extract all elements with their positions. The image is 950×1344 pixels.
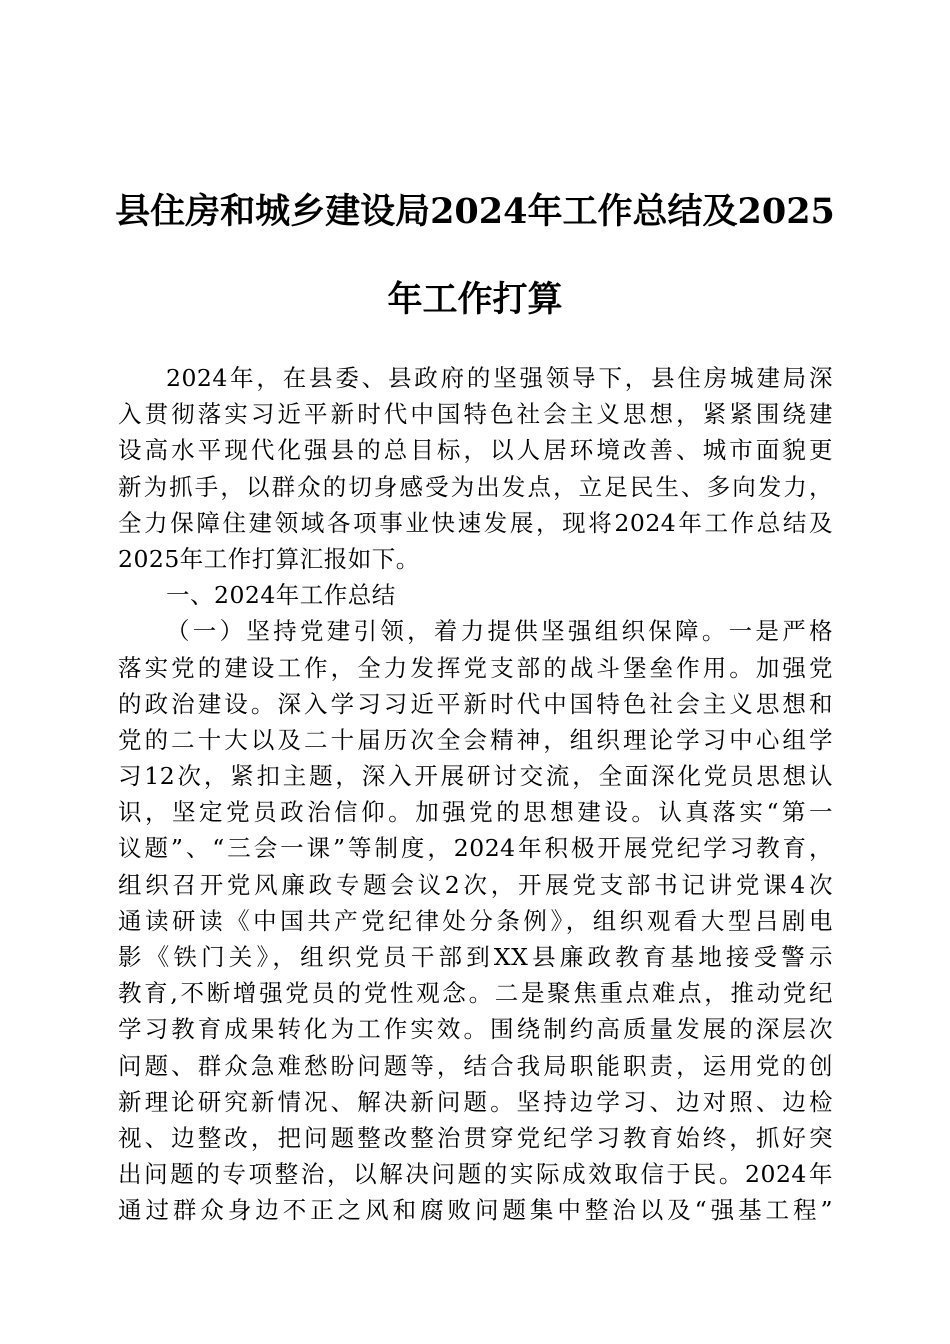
section-line: 的政治建设。深入学习习近平新时代中国特色社会主义思想和 (118, 689, 833, 718)
section-line: 党的二十大以及二十届历次全会精神，组织理论学习中心组学 (118, 725, 833, 754)
section-heading: 一、2024年工作总结 (166, 581, 396, 610)
title-line: 县住房和城乡建设局2024年工作总结及2025 (115, 191, 835, 232)
intro-line: 2025年工作打算汇报如下。 (118, 544, 420, 573)
section-line: 问题、群众急难愁盼问题等，结合我局职能职责，运用党的创 (118, 1051, 833, 1080)
section-line: 通读研读《中国共产党纪律处分条例》，组织观看大型吕剧电 (118, 906, 833, 935)
section-line: 视、边整改，把问题整改整治贯穿党纪学习教育始终，抓好突 (118, 1123, 833, 1152)
section-line: 落实党的建设工作，全力发挥党支部的战斗堡垒作用。加强党 (118, 653, 833, 682)
section-line: 教育,不断增强党员的党性观念。二是聚焦重点难点，推动党纪 (118, 979, 833, 1008)
section-line: 影《铁门关》，组织党员干部到XX县廉政教育基地接受警示 (118, 943, 833, 971)
document-body (118, 360, 833, 1229)
section-line: （一）坚持党建引领，着力提供坚强组织保障。一是严格 (166, 617, 833, 646)
section-line: 识，坚定党员政治信仰。加强党的思想建设。认真落实“第一 (118, 798, 833, 827)
section-line: 新理论研究新情况、解决新问题。坚持边学习、边对照、边检 (118, 1087, 833, 1116)
section-line: 出问题的专项整治，以解决问题的实际成效取信于民。2024年 (118, 1160, 833, 1189)
title-line: 年工作打算 (387, 279, 563, 320)
document-title (100, 168, 850, 344)
intro-line: 新为抓手，以群众的切身感受为出发点，立足民生、多向发力， (118, 472, 833, 501)
intro-line: 全力保障住建领域各项事业快速发展，现将2024年工作总结及 (118, 508, 833, 537)
section-line: 组织召开党风廉政专题会议2次，开展党支部书记讲党课4次 (118, 870, 833, 899)
section-line: 议题”、“三会一课”等制度，2024年积极开展党纪学习教育， (118, 834, 833, 863)
section-line: 习12次，紧扣主题，深入开展研讨交流，全面深化党员思想认 (118, 762, 833, 791)
section-line: 通过群众身边不正之风和腐败问题集中整治以及“强基工程” (118, 1196, 833, 1225)
intro-line: 入贯彻落实习近平新时代中国特色社会主义思想，紧紧围绕建 (118, 400, 833, 429)
intro-line: 设高水平现代化强县的总目标，以人居环境改善、城市面貌更 (118, 436, 833, 465)
intro-line: 2024年，在县委、县政府的坚强领导下，县住房城建局深 (166, 364, 833, 392)
section-line: 学习教育成果转化为工作实效。围绕制约高质量发展的深层次 (118, 1015, 833, 1044)
